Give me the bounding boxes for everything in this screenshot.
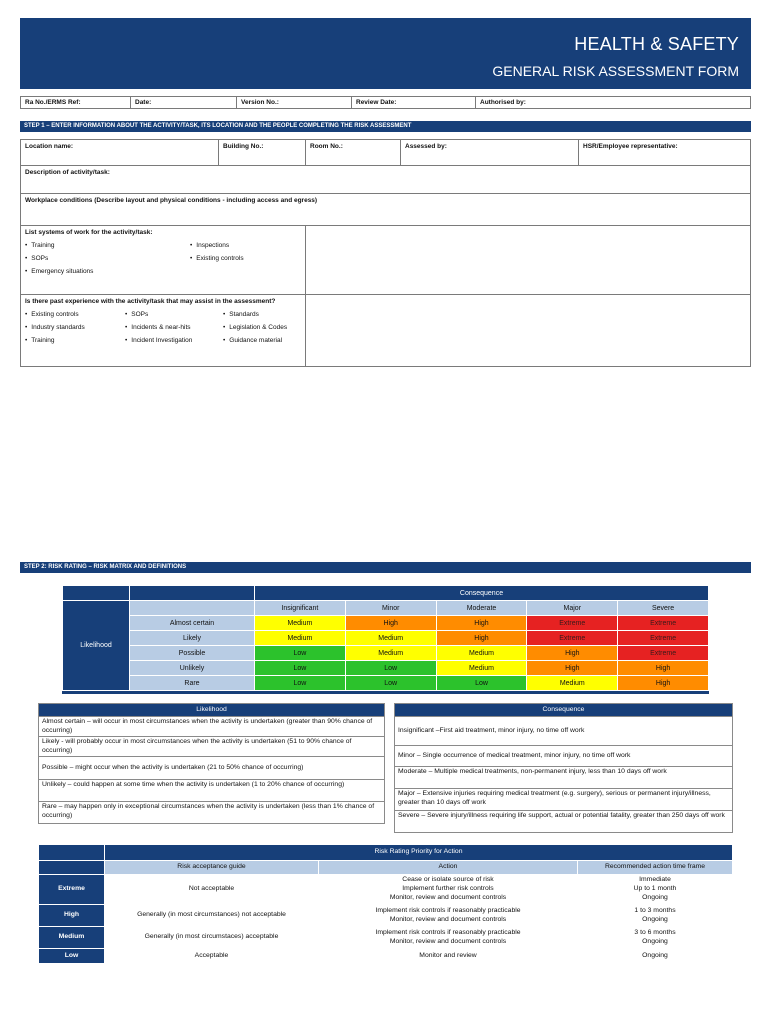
timeframe-line: Up to 1 month <box>633 885 677 893</box>
matrix-row-label: Unlikely <box>130 661 255 676</box>
priority-timeframe <box>578 949 733 964</box>
priority-corner <box>39 845 105 861</box>
past-list-2 <box>125 308 223 347</box>
matrix-cell: Low <box>345 676 436 691</box>
action-line: Cease or isolate source of risk <box>402 876 494 884</box>
priority-action <box>319 949 578 964</box>
timeframe-line: Ongoing <box>642 937 668 945</box>
likelihood-definitions <box>38 703 385 824</box>
timeframe-line: Ongoing <box>642 915 668 923</box>
likelihood-def-item: Unlikely – could happen at some time when the activity is undertaken (1 to 20% chance of occurring) <box>39 780 385 802</box>
action-line: Monitor, review and document controls <box>389 915 507 923</box>
step2-heading: STEP 2: RISK RATING – RISK MATRIX AND DEFINITIONS <box>20 562 751 573</box>
priority-level: Medium <box>39 927 105 949</box>
timeframe-line: Ongoing <box>642 893 668 901</box>
consequence-def-item: Moderate – Multiple medical treatments, non-permanent injury, less than 10 days off work <box>395 767 733 789</box>
form-subtitle: GENERAL RISK ASSESSMENT FORM <box>492 63 739 79</box>
matrix-cell: Low <box>255 661 346 676</box>
priority-action <box>319 875 578 905</box>
authorised-by-field[interactable]: Authorised by: <box>476 97 751 109</box>
list-item: • Training <box>25 334 125 347</box>
matrix-row <box>63 631 709 646</box>
priority-row <box>39 905 733 927</box>
timeframe-line: Ongoing <box>642 951 668 959</box>
matrix-cell: High <box>618 661 709 676</box>
matrix-cell: Extreme <box>527 616 618 631</box>
systems-of-work-input[interactable] <box>306 226 751 295</box>
action-line: Implement further risk controls <box>402 885 494 893</box>
systems-list-2 <box>190 239 244 278</box>
matrix-col-header: Major <box>527 601 618 616</box>
matrix-cell: Extreme <box>618 631 709 646</box>
matrix-cell: Extreme <box>618 616 709 631</box>
priority-col-header: Recommended action time frame <box>578 861 733 875</box>
list-item: • Industry standards <box>25 321 125 334</box>
risk-priority-table <box>38 844 733 964</box>
matrix-corner-2 <box>130 586 255 601</box>
priority-level: High <box>39 905 105 927</box>
action-line: Monitor, review and document controls <box>389 893 507 901</box>
version-field[interactable]: Version No.: <box>237 97 352 109</box>
consequence-def-item: Insignificant –First aid treatment, minor injury, no time off work <box>395 717 733 746</box>
past-experience-cell <box>21 295 306 367</box>
priority-level: Low <box>39 949 105 964</box>
risk-matrix <box>62 585 709 694</box>
consequence-def-item: Major – Extensive injuries requiring medical treatment (e.g. surgery), serious or permanent injury/illness, greater than 10 days off work <box>395 789 733 811</box>
priority-row <box>39 949 733 964</box>
matrix-cell: Low <box>255 646 346 661</box>
systems-of-work-cell <box>21 226 306 295</box>
step1-form <box>20 139 751 367</box>
matrix-cell: Medium <box>255 616 346 631</box>
timeframe-line: 1 to 3 months <box>634 906 676 914</box>
list-item: • SOPs <box>125 308 223 321</box>
form-title: HEALTH & SAFETY <box>574 34 739 54</box>
matrix-cell: High <box>527 646 618 661</box>
action-line: Monitor and review <box>419 951 477 959</box>
past-experience-label: Is there past experience with the activity/task that may assist in the assessment? <box>25 298 276 305</box>
likelihood-def-item: Rare – may happen only in exceptional circumstances when the activity is undertaken (less than 1% chance of occurring) <box>39 802 385 824</box>
matrix-col-header: Severe <box>618 601 709 616</box>
list-item: • SOPs <box>25 252 190 265</box>
matrix-row <box>63 676 709 691</box>
ra-erms-ref-field[interactable]: Ra No./ERMS Ref: <box>21 97 131 109</box>
assessed-by-field[interactable]: Assessed by: <box>401 140 579 166</box>
matrix-row <box>63 661 709 676</box>
action-line: Monitor, review and document controls <box>389 937 507 945</box>
priority-guide: Acceptable <box>105 949 319 964</box>
priority-action <box>319 927 578 949</box>
priority-col-header: Action <box>319 861 578 875</box>
matrix-cell: Extreme <box>618 646 709 661</box>
matrix-row-label: Almost certain <box>130 616 255 631</box>
reference-row <box>20 96 751 109</box>
list-item: • Legislation & Codes <box>223 321 287 334</box>
matrix-cell: Medium <box>436 646 527 661</box>
list-item: • Guidance material <box>223 334 287 347</box>
list-item: • Inspections <box>190 239 244 252</box>
list-item: • Existing controls <box>190 252 244 265</box>
matrix-cell: Medium <box>345 646 436 661</box>
priority-timeframe <box>578 905 733 927</box>
priority-col-header: Risk acceptance guide <box>105 861 319 875</box>
priority-guide: Generally (in most circumstances) not acceptable <box>105 905 319 927</box>
description-field[interactable]: Description of activity/task: <box>21 166 751 194</box>
past-experience-input[interactable] <box>306 295 751 367</box>
form-header <box>20 18 751 89</box>
systems-list-1 <box>25 239 190 278</box>
list-item: • Training <box>25 239 190 252</box>
priority-guide: Not acceptable <box>105 875 319 905</box>
consequence-definitions <box>394 703 733 833</box>
matrix-cell: Low <box>436 676 527 691</box>
likelihood-def-item: Likely - will probably occur in most circumstances when the activity is undertaken (51 to 90% chance of occurring) <box>39 737 385 757</box>
past-list-1 <box>25 308 125 347</box>
matrix-row <box>63 646 709 661</box>
matrix-cell: High <box>527 661 618 676</box>
consequence-def-item: Minor – Single occurrence of medical treatment, minor injury, no time off work <box>395 746 733 767</box>
matrix-cell: Medium <box>345 631 436 646</box>
matrix-row-label: Rare <box>130 676 255 691</box>
priority-timeframe <box>578 875 733 905</box>
matrix-cell: High <box>436 616 527 631</box>
list-item: • Incidents & near-hits <box>125 321 223 334</box>
past-list-3 <box>223 308 287 347</box>
matrix-cell: Medium <box>255 631 346 646</box>
date-field[interactable]: Date: <box>131 97 237 109</box>
matrix-cell: Medium <box>527 676 618 691</box>
matrix-cell: High <box>618 676 709 691</box>
review-date-field[interactable]: Review Date: <box>352 97 476 109</box>
matrix-header-blank <box>130 601 255 616</box>
consequence-def-item: Severe – Severe injury/illness requiring life support, actual or potential fatality, greater than 250 days off work <box>395 811 733 833</box>
building-no-field[interactable]: Building No.: <box>219 140 306 166</box>
timeframe-line: Immediate <box>639 876 671 884</box>
consequence-label: Consequence <box>255 586 709 601</box>
matrix-cell: Extreme <box>527 631 618 646</box>
action-line: Implement risk controls if reasonably practicable <box>375 906 521 914</box>
priority-action <box>319 905 578 927</box>
matrix-cell: High <box>345 616 436 631</box>
action-line: Implement risk controls if reasonably practicable <box>375 928 521 936</box>
priority-row <box>39 927 733 949</box>
location-name-field[interactable]: Location name: <box>21 140 219 166</box>
matrix-col-header: Minor <box>345 601 436 616</box>
consequence-def-heading: Consequence <box>395 704 733 717</box>
timeframe-line: 3 to 6 months <box>634 928 676 936</box>
likelihood-def-item: Possible – might occur when the activity is undertaken (21 to 50% chance of occurring) <box>39 757 385 780</box>
hsr-representative-field[interactable]: HSR/Employee representative: <box>579 140 751 166</box>
matrix-cell: Medium <box>436 661 527 676</box>
priority-timeframe <box>578 927 733 949</box>
priority-title: Risk Rating Priority for Action <box>105 845 733 861</box>
systems-of-work-label: List systems of work for the activity/task: <box>25 229 153 236</box>
likelihood-def-item: Almost certain – will occur in most circumstances when the activity is undertaken (greater than 90% chance of occurring) <box>39 717 385 737</box>
likelihood-def-heading: Likelihood <box>39 704 385 717</box>
priority-header-blank <box>39 861 105 875</box>
list-item: • Incident Investigation <box>125 334 223 347</box>
list-item: • Standards <box>223 308 287 321</box>
step1-heading: STEP 1 – ENTER INFORMATION ABOUT THE ACTIVITY/TASK, ITS LOCATION AND THE PEOPLE COMPLETING THE RISK ASSESSMENT <box>20 121 751 132</box>
priority-level: Extreme <box>39 875 105 905</box>
workplace-conditions-field[interactable]: Workplace conditions (Describe layout and physical conditions - including access and egress) <box>21 194 751 226</box>
room-no-field[interactable]: Room No.: <box>306 140 401 166</box>
matrix-cell: High <box>436 631 527 646</box>
priority-guide: Generally (in most circumstaces) acceptable <box>105 927 319 949</box>
matrix-cell: Low <box>345 661 436 676</box>
matrix-row-label: Likely <box>130 631 255 646</box>
matrix-row-label: Possible <box>130 646 255 661</box>
likelihood-label: Likelihood <box>63 601 130 691</box>
matrix-corner <box>63 586 130 601</box>
list-item: • Existing controls <box>25 308 125 321</box>
priority-row <box>39 875 733 905</box>
matrix-row <box>63 616 709 631</box>
matrix-cell: Low <box>255 676 346 691</box>
matrix-col-header: Insignificant <box>255 601 346 616</box>
matrix-col-header: Moderate <box>436 601 527 616</box>
list-item: • Emergency situations <box>25 265 190 278</box>
